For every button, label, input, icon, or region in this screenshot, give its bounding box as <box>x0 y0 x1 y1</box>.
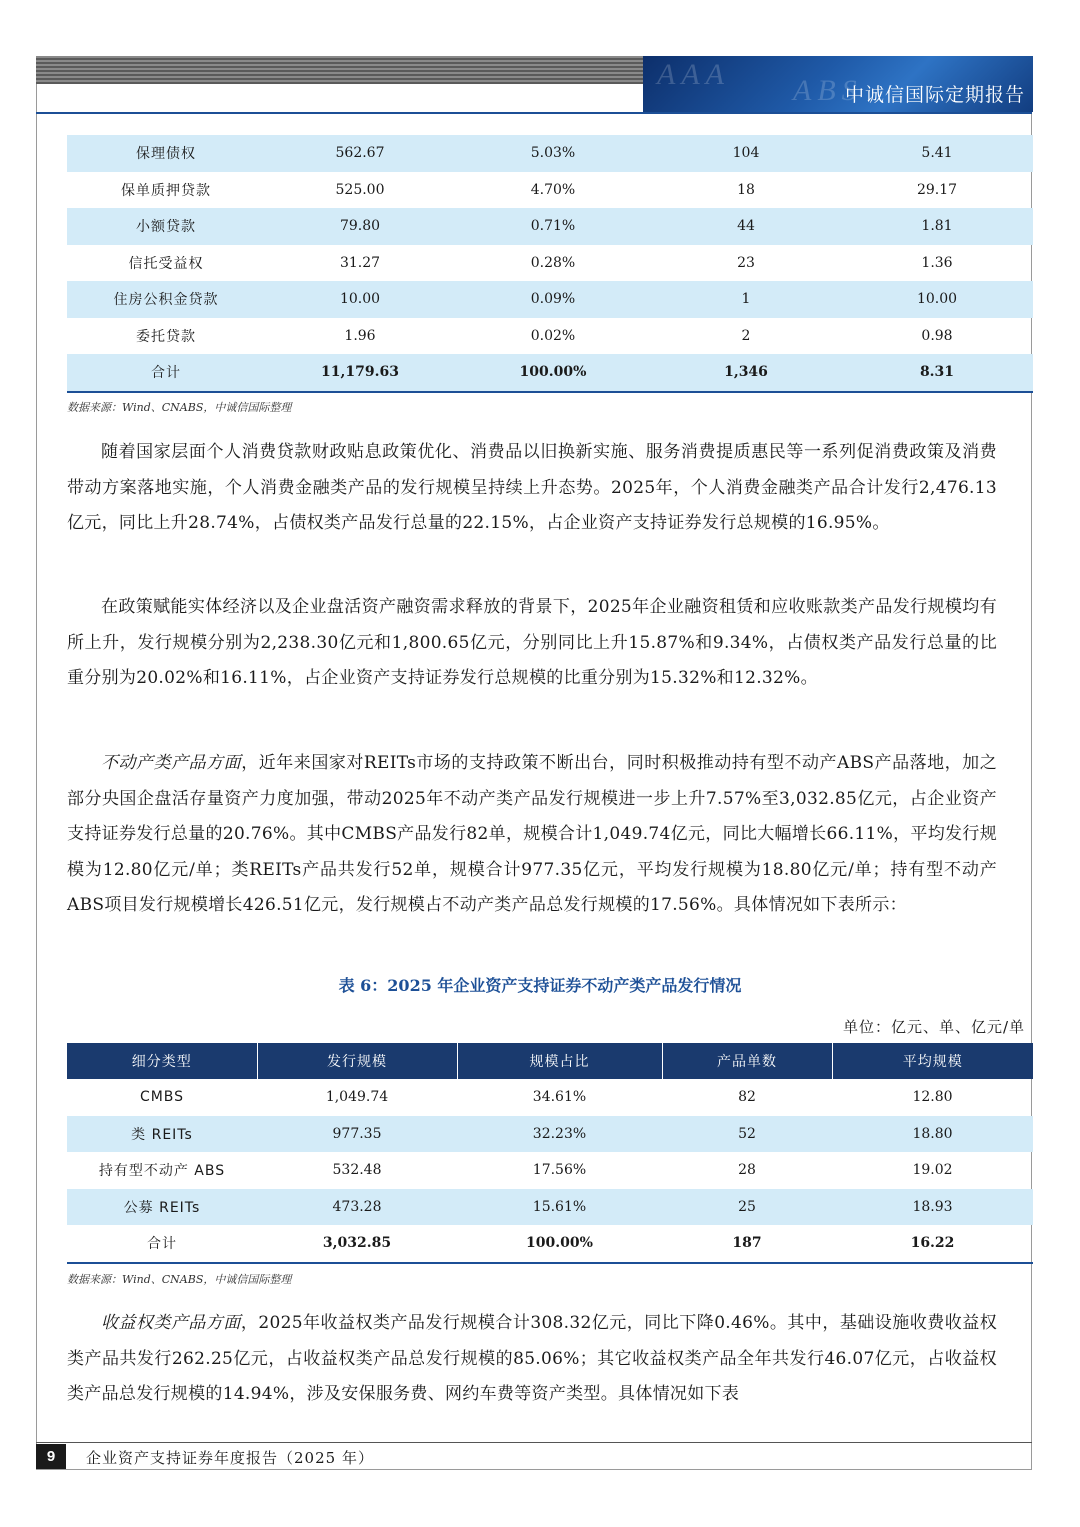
table-cell: 104 <box>651 135 841 172</box>
table-cell: 17.56% <box>532 1162 587 1179</box>
table-cell: 1.96 <box>344 327 376 344</box>
paragraph-lead: 不动产类产品方面 <box>101 753 242 773</box>
table-cell: 委托贷款 <box>136 328 196 345</box>
table-cell: 187 <box>732 1235 762 1252</box>
table-cell: 11,179.63 <box>265 354 455 392</box>
table-row <box>67 1152 1033 1189</box>
report-title: 中诚信国际定期报告 <box>844 84 1025 106</box>
table-cell: 4.70% <box>530 181 576 198</box>
table-cell: 合计 <box>147 1236 177 1253</box>
table-cell: 0.71% <box>455 208 651 245</box>
table-cell: 525.00 <box>335 181 385 198</box>
table-cell: 0.09% <box>455 281 651 318</box>
header-rule <box>36 112 1032 114</box>
table-cell: 82 <box>738 1089 756 1106</box>
paragraph-consumer-finance: 随着国家层面个人消费贷款财政贴息政策优化、消费品以旧换新实施、服务消费提质惠民等一系列促消费政策及消费带动方案落地实施，个人消费金融类产品的发行规模呈持续上升态势。2025年，个人消费金融类产品合计发行2,476.13亿元，同比上升28.74%，占债权类产品发行总量的22.15%，占企业资产支持证券发行总规模的16.95%。 <box>67 442 997 533</box>
paragraph-leasing-receivables: 在政策赋能实体经济以及企业盘活资产融资需求释放的背景下，2025年企业融资租赁和应收账款类产品发行规模均有所上升，发行规模分别为2,238.30亿元和1,800.65亿元，分别同比上升15.87%和9.34%，占债权类产品发行总量的比重分别为20.02%和16.11%，占企业资产支持证券发行总规模的比重分别为15.32%和12.32%。 <box>67 597 997 688</box>
data-source-note: 数据来源：Wind、CNABS，中诚信国际整理 <box>67 1273 292 1286</box>
paragraph-real-estate <box>67 746 997 924</box>
table-row <box>67 1079 1033 1116</box>
page-number: 9 <box>36 1444 66 1470</box>
real-estate-products-table <box>67 1043 1033 1264</box>
table-cell: 信托受益权 <box>128 255 204 272</box>
table-row <box>67 208 1033 245</box>
table-cell: 小额贷款 <box>67 208 265 245</box>
table-cell: 16.22 <box>910 1235 955 1252</box>
table-cell: 住房公积金贷款 <box>67 281 265 318</box>
table-cell: 10.00 <box>265 281 455 318</box>
paragraph-lead: 收益权类产品方面 <box>101 1313 241 1333</box>
table-cell: 18.80 <box>832 1116 1033 1153</box>
table-row <box>67 318 1033 355</box>
table-cell: 8.31 <box>841 354 1033 392</box>
paragraph-body: ，近年来国家对REITs市场的支持政策不断出台，同时积极推动持有型不动产ABS产品落地，加之部分央国企盘活存量资产力度加强，带动2025年不动产类产品发行规模进一步上升7.57%至3,032.85亿元，占企业资产支持证券发行总量的20.76%。其中CMBS产品发行82单，规模合计1,049.74亿元，同比大幅增长66.11%，平均发行规模为12.80亿元/单；类REITs产品共发行52单，规模合计977.35亿元，平均发行规模为18.80亿元/单；持有型不动产ABS项目发行规模增长426.51亿元，发行规模占不动产类产品总发行规模的17.56%。具体情况如下表所示： <box>67 753 997 915</box>
table-cell: 5.41 <box>841 135 1033 172</box>
table-cell: 2 <box>741 327 751 344</box>
table-row <box>67 245 1033 282</box>
table-cell: 12.80 <box>912 1089 953 1106</box>
table-cell: 15.61% <box>457 1189 662 1226</box>
footer-rule <box>36 1442 1032 1443</box>
table-cell: 29.17 <box>916 181 958 198</box>
table-cell: 1.81 <box>841 208 1033 245</box>
table-cell: 31.27 <box>339 254 381 271</box>
table-total-row <box>67 1225 1033 1263</box>
column-header: 规模占比 <box>457 1043 662 1079</box>
paragraph-income-rights <box>67 1306 997 1413</box>
footer-title: 企业资产支持证券年度报告（2025 年） <box>86 1449 374 1467</box>
table-cell: 0.02% <box>530 327 576 344</box>
table-cell: 23 <box>737 254 755 271</box>
table-cell: 562.67 <box>265 135 455 172</box>
table-cell: 5.03% <box>455 135 651 172</box>
column-header: 平均规模 <box>832 1043 1033 1079</box>
table-cell: 1,049.74 <box>325 1089 389 1106</box>
table-cell: 18.93 <box>832 1189 1033 1226</box>
table-cell: 0.28% <box>530 254 576 271</box>
table-cell: 532.48 <box>332 1162 382 1179</box>
column-header: 产品单数 <box>662 1043 832 1079</box>
table-row <box>67 172 1033 209</box>
table-cell: 类 REITs <box>67 1116 257 1153</box>
table-row <box>67 1116 1033 1153</box>
debt-products-table <box>67 135 1033 393</box>
table-cell: CMBS <box>139 1089 185 1106</box>
table-row <box>67 281 1033 318</box>
table-cell: 25 <box>662 1189 832 1226</box>
table-cell: 合计 <box>67 354 265 392</box>
data-source-note: 数据来源：Wind、CNABS，中诚信国际整理 <box>67 401 292 414</box>
header-stripe-bar <box>36 56 643 84</box>
table-cell: 32.23% <box>457 1116 662 1153</box>
table-cell: 100.00% <box>455 354 651 392</box>
table-cell: 持有型不动产 ABS <box>98 1163 226 1180</box>
table-cell: 保理债权 <box>67 135 265 172</box>
table-cell: 公募 REITs <box>67 1189 257 1226</box>
column-header: 发行规模 <box>257 1043 457 1079</box>
banner-decoration: AAA <box>657 58 730 91</box>
table-total-row <box>67 354 1033 392</box>
table-row <box>67 135 1033 172</box>
table-cell: 18 <box>737 181 755 198</box>
table-cell: 保单质押贷款 <box>121 182 211 199</box>
table-cell: 1.36 <box>921 254 953 271</box>
table-cell: 10.00 <box>841 281 1033 318</box>
table-cell: 19.02 <box>912 1162 953 1179</box>
table-caption: 表 6：2025 年企业资产支持证券不动产类产品发行情况 <box>338 976 742 995</box>
table-cell: 28 <box>738 1162 756 1179</box>
table-cell: 1 <box>651 281 841 318</box>
table-header-row <box>67 1043 1033 1079</box>
table-cell: 52 <box>662 1116 832 1153</box>
header-banner <box>643 56 1033 112</box>
paragraph-body: ，2025年收益权类产品发行规模合计308.32亿元，同比下降0.46%。其中，基础设施收费收益权类产品共发行262.25亿元，占收益权类产品总发行规模的85.06%；其它收益权类产品全年共发行46.07亿元，占收益权类产品总发行规模的14.94%，涉及安保服务费、网约车费等资产类型。具体情况如下表 <box>67 1313 998 1404</box>
table-cell: 1,346 <box>651 354 841 392</box>
table-cell: 3,032.85 <box>322 1235 392 1252</box>
table-cell: 977.35 <box>257 1116 457 1153</box>
table-cell: 473.28 <box>257 1189 457 1226</box>
column-header: 细分类型 <box>67 1043 257 1079</box>
table-cell: 44 <box>651 208 841 245</box>
table-row <box>67 1189 1033 1226</box>
table-cell: 100.00% <box>526 1235 593 1252</box>
table-cell: 79.80 <box>265 208 455 245</box>
table-cell: 0.98 <box>921 327 953 344</box>
footer-bottom-rule <box>36 1469 1032 1470</box>
table-unit-note: 单位：亿元、单、亿元/单 <box>842 1018 1025 1036</box>
table-cell: 34.61% <box>532 1089 587 1106</box>
banner-decoration: ABS <box>793 74 863 107</box>
